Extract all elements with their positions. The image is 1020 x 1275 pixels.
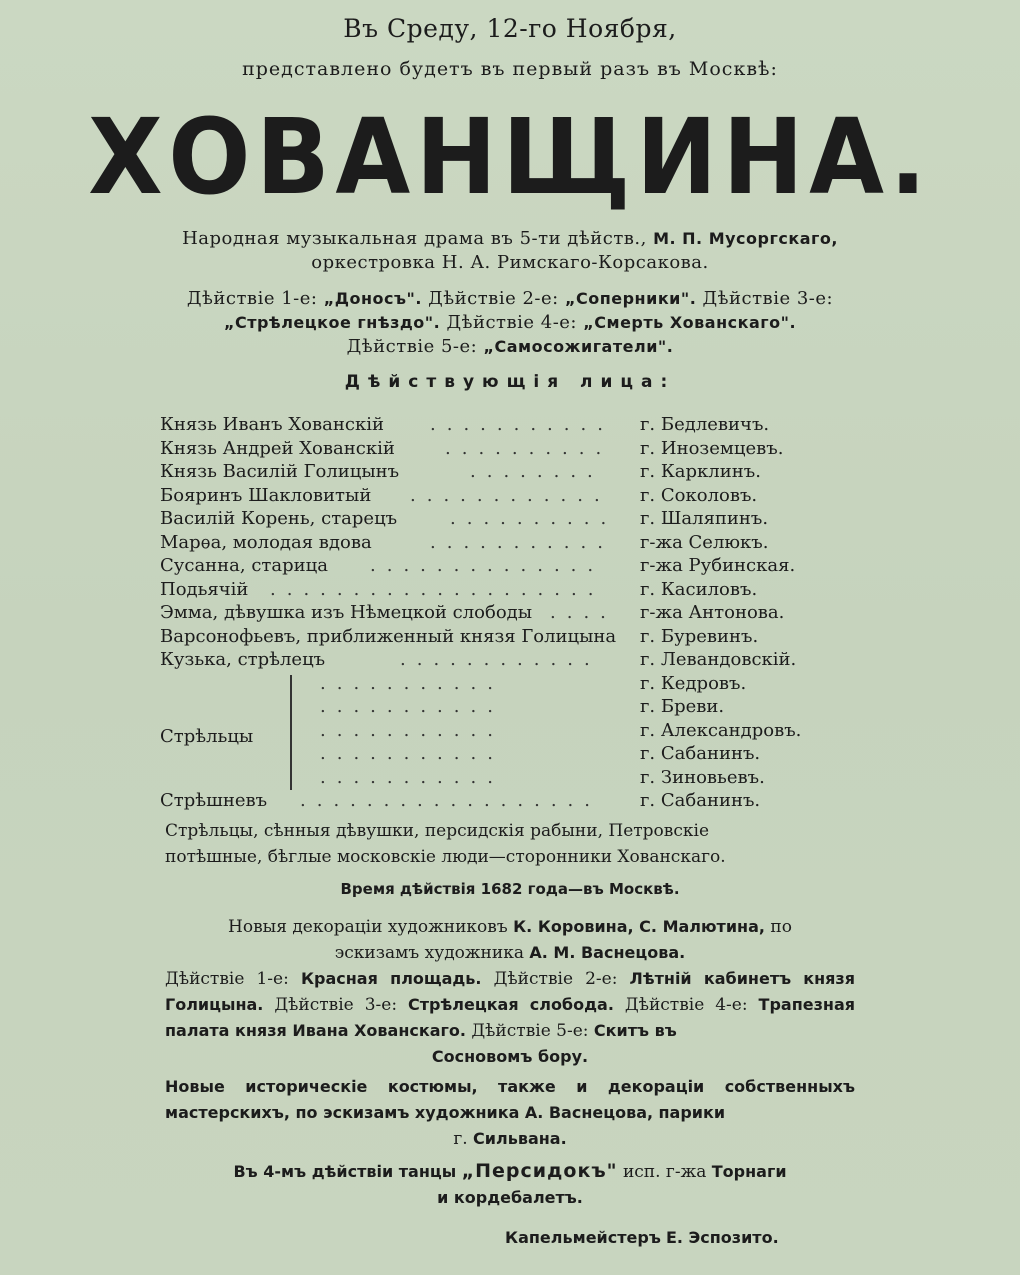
- cast-row: [160, 649, 860, 673]
- cast-actor: г. Шаляпинъ.: [640, 508, 769, 529]
- leader-dots: ............: [410, 484, 611, 506]
- cast-row: [160, 602, 860, 626]
- leader-dots: ..........: [450, 508, 618, 529]
- cast-actor: г. Соколовъ.: [640, 484, 758, 506]
- act-title: „Соперники".: [564, 289, 697, 308]
- cast-row: [160, 555, 860, 579]
- act-title: „Смерть Хованскаго".: [583, 313, 797, 332]
- cast-actor: г. Бедлевичъ.: [640, 414, 770, 435]
- leader-dots: ....................: [270, 578, 605, 600]
- chorus-list: [165, 818, 855, 870]
- act-label: Дѣйствіе 1-е:: [186, 288, 318, 309]
- dance-name: „Персидокъ": [461, 1160, 618, 1182]
- leader-dots: ...........: [430, 414, 614, 435]
- costumes-text: г.: [453, 1129, 468, 1149]
- leader-dots: ...........: [320, 672, 504, 694]
- leader-dots: ...........: [430, 531, 614, 553]
- leader-dots: ...........: [320, 743, 504, 764]
- strelcy-row: [160, 696, 860, 720]
- costumes-text: Новые историческіе костюмы, также и декораціи собственныхъ: [165, 1077, 855, 1096]
- cast-actor: г. Сабанинъ.: [640, 743, 761, 764]
- cast-actor: г. Зиновьевъ.: [640, 766, 765, 788]
- decor-artist: А. М. Васнецова.: [529, 943, 686, 962]
- decor-text: эскизамъ художника: [334, 943, 524, 963]
- strelcy-row: [160, 767, 860, 791]
- scene-name: Лѣтній кабинетъ: [629, 969, 792, 988]
- dance-paragraph: [165, 1158, 855, 1211]
- wig-maker: Сильвана.: [473, 1129, 567, 1148]
- act-label: Дѣйствіе 3-е:: [702, 288, 834, 309]
- composer-name: М. П. Мусоргскаго,: [653, 229, 838, 248]
- strelcy-row: [160, 720, 860, 744]
- dance-text: и кордебалетъ.: [437, 1188, 583, 1207]
- cast-row: [160, 461, 860, 485]
- cast-row: [160, 414, 860, 438]
- act-title: „Доносъ".: [323, 289, 422, 308]
- leader-dots: ..................: [300, 790, 601, 811]
- conductor-name: Е. Эспозито.: [665, 1228, 779, 1247]
- scenes-paragraph: [165, 966, 855, 1070]
- cast-actor: г. Кедровъ.: [640, 672, 747, 694]
- decor-text: по: [770, 917, 792, 937]
- acts-line-1: [0, 288, 1020, 309]
- leader-dots: ...........: [320, 696, 504, 717]
- cast-actor: г. Карклинъ.: [640, 461, 761, 482]
- cast-actor: г. Левандовскій.: [640, 649, 797, 670]
- costumes-text: мастерскихъ, по эскизамъ художника: [165, 1103, 520, 1122]
- strelcy-row: [160, 673, 860, 697]
- cast-actor: г. Александровъ.: [640, 719, 802, 741]
- cast-actor: г-жа Рубинская.: [640, 555, 796, 576]
- cast-actor: г. Бреви.: [640, 696, 725, 717]
- strelcy-row: [160, 743, 860, 767]
- dance-text: Въ 4-мъ дѣйствіи танцы: [233, 1162, 457, 1181]
- acts-line-3: [0, 336, 1020, 357]
- cast-actor: г. Иноземцевъ.: [640, 437, 784, 459]
- costumes-text: парики: [658, 1103, 726, 1122]
- genre-text: Народная музыкальная драма въ 5-ти дѣйств.,: [182, 228, 647, 249]
- leader-dots: ........: [470, 461, 604, 482]
- cast-actor: г-жа Селюкъ.: [640, 531, 769, 553]
- scene-name: Красная площадь.: [300, 969, 482, 988]
- cast-heading: Дѣйствующія лица:: [344, 372, 676, 392]
- scene-name: Сосновомъ бору.: [431, 1047, 589, 1066]
- cast-row: [160, 579, 860, 603]
- chorus-line: потѣшные, бѣглые московскіе люди—сторонники Хованскаго.: [165, 847, 726, 867]
- cast-role: Марѳа, молодая вдова: [160, 531, 372, 553]
- opera-title: ХОВАНЩИНА.: [88, 96, 932, 218]
- leader-dots: ..............: [370, 555, 605, 576]
- dancer-name: Торнаги: [711, 1162, 787, 1181]
- act-label: Дѣйствіе 3-е:: [274, 995, 398, 1015]
- cast-role: Князь Андрей Хованскій: [160, 437, 395, 459]
- chorus-line: Стрѣльцы, сѣнныя дѣвушки, персидскія рабыни, Петровскіе: [165, 821, 709, 841]
- cast-role: Эмма, дѣвушка изъ Нѣмецкой слободы: [160, 602, 533, 623]
- strelcy-bracket: [290, 675, 296, 790]
- strelcy-label: Стрѣльцы: [160, 726, 254, 747]
- scene-name: князя Голицына.: [165, 969, 855, 1014]
- cast-row: [160, 508, 860, 532]
- act-label: Дѣйствіе 5-е:: [346, 336, 478, 357]
- cast-role: Князь Иванъ Хованскій: [160, 414, 384, 435]
- act-title: „Стрѣлецкое гнѣздо".: [223, 313, 441, 332]
- decor-artists: К. Коровина, С. Малютина,: [513, 917, 765, 936]
- leader-dots: ...........: [320, 719, 504, 741]
- orchestrator-name: Н. А. Римскаго-Корсакова.: [441, 252, 709, 273]
- cast-role: Василій Корень, старецъ: [160, 508, 398, 529]
- act-label: Дѣйствіе 4-е:: [446, 312, 577, 333]
- act-label: Дѣйствіе 1-е:: [165, 969, 289, 989]
- act-label: Дѣйствіе 4-е:: [624, 995, 748, 1015]
- cast-row: [160, 790, 860, 814]
- cast-row: [160, 532, 860, 556]
- cast-actor: г. Сабанинъ.: [640, 790, 761, 811]
- premiere-announcement: представлено будетъ въ первый разъ въ Москвѣ:: [242, 58, 778, 80]
- cast-role: Бояринъ Шакловитый: [160, 484, 372, 506]
- time-of-action: Время дѣйствія 1682 года—въ Москвѣ.: [340, 880, 680, 898]
- cast-actor: г. Буревинъ.: [640, 625, 759, 647]
- cast-role: Варсонофьевъ, приближенный князя Голицына: [160, 625, 617, 647]
- dance-text: исп. г-жа: [622, 1162, 707, 1182]
- scene-name: Стрѣлецкая слобода.: [408, 995, 614, 1014]
- cast-role: Сусанна, старица: [160, 555, 328, 576]
- subtitle-line-1: [0, 228, 1020, 249]
- conductor-label: Капельмейстеръ: [505, 1228, 661, 1247]
- act-title: „Самосожигатели".: [483, 337, 674, 356]
- act-label: Дѣйствіе 2-е:: [493, 969, 618, 989]
- scene-name: Скитъ въ: [593, 1021, 677, 1040]
- leader-dots: ....: [550, 602, 617, 623]
- cast-role: Кузька, стрѣлецъ: [160, 649, 326, 670]
- scene-name: Трапезная палата князя Ивана Хованскаго.: [165, 995, 856, 1040]
- cast-row: [160, 485, 860, 509]
- costumes-paragraph: [165, 1074, 855, 1152]
- performance-date: Въ Среду, 12-го Ноября,: [343, 14, 677, 43]
- cast-row: [160, 438, 860, 462]
- cast-role: Князь Василій Голицынъ: [160, 461, 400, 482]
- acts-line-2: [0, 312, 1020, 333]
- cast-role: Стрѣшневъ: [160, 790, 268, 811]
- leader-dots: ............: [400, 649, 601, 670]
- subtitle-line-2: [0, 252, 1020, 273]
- cast-role: Подьячій: [160, 578, 249, 600]
- decor-paragraph: [165, 914, 855, 966]
- orchestration-label: оркестровка: [311, 252, 436, 273]
- cast-row: [160, 626, 860, 650]
- cast-actor: г. Касиловъ.: [640, 578, 758, 600]
- act-label: Дѣйствіе 2-е:: [428, 288, 559, 309]
- leader-dots: ...........: [320, 766, 504, 788]
- conductor-line: [505, 1228, 779, 1247]
- act-label: Дѣйствіе 5-е:: [471, 1021, 589, 1041]
- cast-actor: г-жа Антонова.: [640, 602, 785, 623]
- decor-text: Новыя декораціи художниковъ: [228, 917, 508, 937]
- costumes-artist: А. Васнецова,: [524, 1103, 654, 1122]
- leader-dots: ..........: [445, 437, 613, 459]
